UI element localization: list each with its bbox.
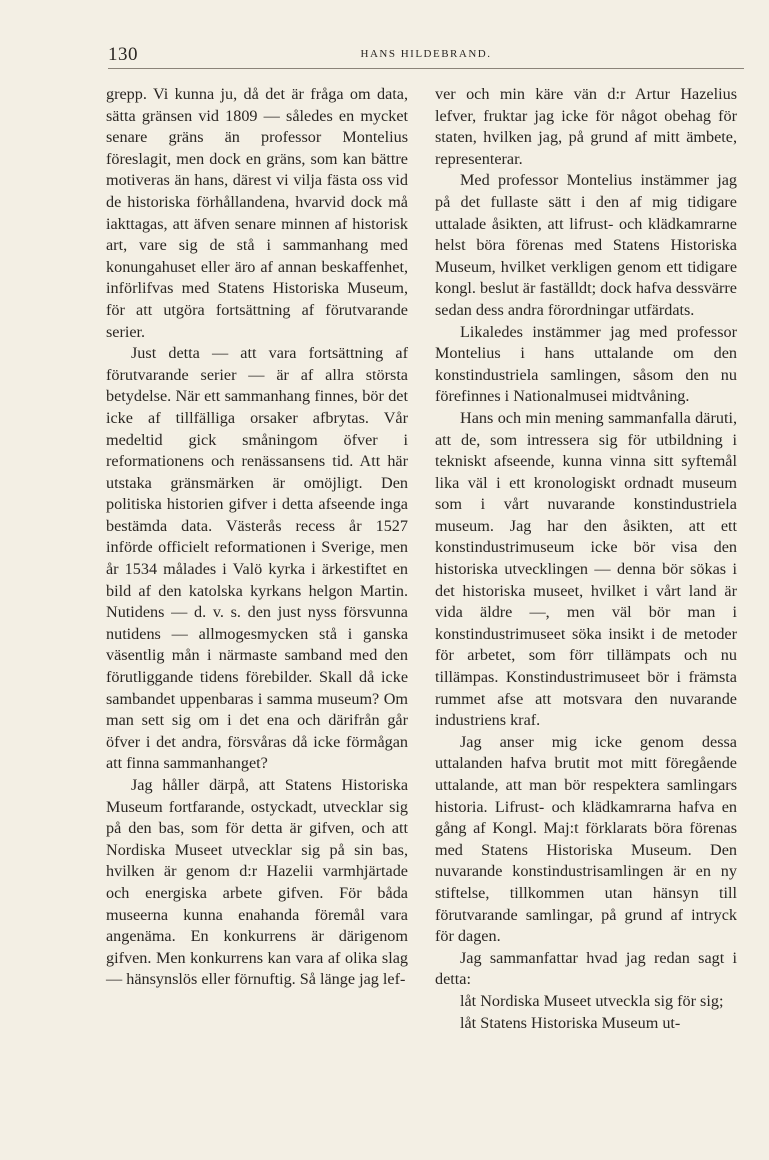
paragraph: Hans och min mening sammanfalla däruti, att de, som intressera sig för utbildning i tekniskt afseende, kunna vinna sitt syftemål lika väl i ett kronologiskt ordnadt museum som i vårt nuvarande konstindustriela museum. Jag har den åsikten, att ett konstindustrimuseum icke bör visa den historiska utvecklingen — denna bör sökas i det historiska museet, hvilket i vårt land är vida äldre —, men väl bör man i konstindustrimuseet söka insikt i de metoder för arbetet, som förr tillämpats och nu tillämpas. Konstindustrimuseet bör i främsta rummet afse att motsvara den nuvarande industriens kraf. (435, 408, 737, 730)
paragraph: Med professor Montelius instämmer jag på det fullaste sätt i den af mig tidigare uttalade åsikten, att lifrust- och klädkamrarne helst böra förenas med Statens Historiska Museum, hvilket verkligen genom ett tidigare kongl. beslut är faställdt; dock hafva dessvärre sedan dess andra förordningar utfärdats. (435, 171, 737, 319)
paragraph: Jag sammanfattar hvad jag redan sagt i detta: (435, 948, 737, 989)
paragraph: grepp. Vi kunna ju, då det är fråga om data, sätta gränsen vid 1809 — således en mycket senare gräns än professor Montelius föreslagit, men dock en gräns, som kan bättre motiveras än hans, därest vi vilja fästa oss vid de historiska förhållandena, hvarvid dock må iakttagas, att äfven senare minnen af historisk art, vare sig de stå i sammanhang med konungahuset eller äro af annan beskaffenhet, införlifvas med Statens Historiska Museum, för att utgöra fortsättning af förutvarande serier. (106, 85, 408, 341)
page-header (108, 44, 744, 69)
running-head: HANS HILDEBRAND. (360, 48, 492, 60)
paragraph: ver och min käre vän d:r Artur Hazelius lefver, fruktar jag icke för något obehag för staten, hvilken jag, på grund af mitt ämbete, representerar. (435, 85, 737, 168)
paragraph: låt Nordiska Museet utveckla sig för sig; (460, 991, 724, 1010)
paragraph: Jag håller därpå, att Statens Historiska Museum fortfarande, ostyckadt, utvecklar sig på den bas, som för detta är gifven, och att Nordiska Museet utvecklar sig på sin bas, hvilken är genom d:r Hazelii varmhjärtade och energiska arbete gifven. För båda museerna kunna enahanda föremål vara angenäma. En konkurrens är därigenom gifven. Men konkurrens kan vara af olika slag — hänsynslös eller förnuftig. Så länge jag lef- (106, 776, 408, 989)
page-number: 130 (108, 44, 138, 65)
paragraph: Just detta — att vara fortsättning af förutvarande serier — är af allra största betydelse. När ett sammanhang finnes, bör det icke af tillfälliga orsaker afbrytas. Vår medeltid gick småningom öfver i reformationens och renässansens tid. Att här utstaka gränsmärken är omöjligt. Den politiska historien gifver i detta afseende inga bestämda data. Västerås recess år 1527 införde officielt reformationen i Sverige, men år 1534 målades i Valö kyrka i ärkestiftet en bild af den katolska kyrkans helgon Martin. Nutidens — d. v. s. den just nyss försvunna nutidens — allmogesmycken stå i ganska väsentlig mån i närmaste samband med den förutliggande tidens förebilder. Skall då icke sambandet uppenbaras i samma museum? Om man sett sig om i det ena och därifrån går öfver i det andra, försvåras då icke förmågan att finna sammanhanget? (106, 344, 408, 773)
right-column (435, 84, 737, 1034)
left-column (106, 84, 408, 991)
paragraph: låt Statens Historiska Museum ut- (460, 1013, 681, 1032)
paragraph: Likaledes instämmer jag med professor Montelius i hans uttalande om den konstindustriela samlingen, såsom den nu förefinnes i Nationalmusei midtvåning. (435, 322, 737, 406)
paragraph: Jag anser mig icke genom dessa uttalanden hafva brutit mot mitt föregående uttalande, att man bör respektera samlingars historia. Lifrust- och klädkamrarna hafva en gång af Kongl. Maj:t förklarats böra förenas med Statens Historiska Museum. Den nuvarande konstindustrisamlingen är en ny stiftelse, tillkommen utan hänsyn till förutvarande samlingar, på grund af intryck för dagen. (435, 732, 737, 946)
